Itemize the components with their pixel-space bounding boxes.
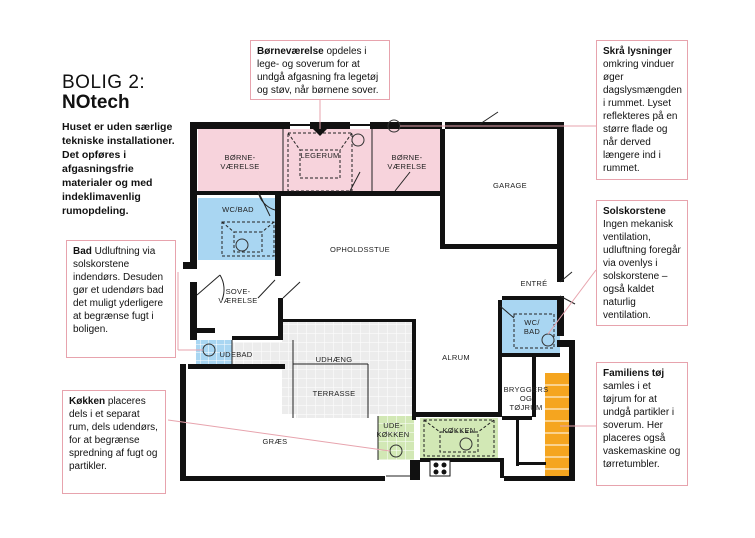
intro-text: Huset er uden særlige tekniske installationer. Det opføres i afgasningsfrie materialer og med indeklimavenlig rumopdeling. xyxy=(62,121,175,217)
svg-text:KØKKEN: KØKKEN xyxy=(442,426,476,435)
title-line1: BOLIG 2: xyxy=(62,72,146,93)
callout-solskorstene-text: Ingen mekanisk ventilation, udluftning foregår via ovenlys i solskorstene – også kaldet naturlig ventilation. xyxy=(603,219,681,321)
svg-text:SOVE-VÆRELSE: SOVE-VÆRELSE xyxy=(218,287,258,305)
svg-text:GARAGE: GARAGE xyxy=(493,181,527,190)
callout-koekken-text: placeres dels i et separat rum, dels udendørs, for at begrænse spredning af fugt og partikler. xyxy=(69,396,158,472)
callout-skraa xyxy=(596,40,688,180)
svg-text:TERRASSE: TERRASSE xyxy=(312,389,356,398)
svg-text:UDE-KØKKEN: UDE-KØKKEN xyxy=(376,421,410,439)
title-line2: NOtech xyxy=(62,92,130,113)
svg-text:UDHÆNG: UDHÆNG xyxy=(315,355,353,364)
callout-koekken-heading: Køkken xyxy=(69,396,106,407)
svg-text:UDEBAD: UDEBAD xyxy=(219,350,253,359)
stove xyxy=(430,460,450,476)
svg-text:WC/BAD: WC/BAD xyxy=(222,205,254,214)
callout-skraa-heading: Skrå lysninger xyxy=(603,46,672,57)
callout-koekken xyxy=(62,390,166,494)
svg-text:OPHOLDSSTUE: OPHOLDSSTUE xyxy=(330,245,390,254)
svg-text:ENTRÉ: ENTRÉ xyxy=(520,279,548,288)
callout-solskorstene-heading: Solskorstene xyxy=(603,206,666,217)
callout-boernevaerelse-heading: Børneværelse xyxy=(257,46,324,57)
callout-familiens xyxy=(596,362,688,486)
callout-solskorstene xyxy=(596,200,688,326)
svg-text:WC/BAD: WC/ BAD xyxy=(523,318,541,336)
callout-skraa-text: omkring vinduer øger dagslysmængden i rummet. Lyset reflekteres på en større flade og når derved længere ind i rummet. xyxy=(603,59,682,174)
svg-text:ALRUM: ALRUM xyxy=(442,353,470,362)
callout-boernevaerelse-text: opdeles i lege- og soverum for at undgå afgasning fra legetøj og støv, når børnene sover. xyxy=(257,46,379,96)
callout-boernevaerelse xyxy=(250,40,390,100)
svg-text:BØRNE-VÆRELSE: BØRNE-VÆRELSE xyxy=(387,153,427,171)
svg-text:BØRNE-VÆRELSE: BØRNE-VÆRELSE xyxy=(220,153,260,171)
svg-text:BRYGGERSOGTØJRUM: BRYGGERS OG TØJRUM xyxy=(503,385,549,412)
callout-bad xyxy=(66,240,176,358)
callout-bad-text: Udluftning via solskorstene indendørs. Desuden gør et udendørs bad det muligt yderligere at begrænse fugt i boligen. xyxy=(73,246,164,335)
svg-text:GRÆS: GRÆS xyxy=(262,437,288,446)
callout-familiens-heading: Familiens tøj xyxy=(603,368,665,379)
callout-bad-heading: Bad xyxy=(73,246,92,257)
svg-text:LEGERUM: LEGERUM xyxy=(300,151,340,160)
callout-familiens-text: samles i et tøjrum for at undgå partikler i soverum. Her placeres også vaskemaskine og tørretumbler. xyxy=(603,381,681,470)
